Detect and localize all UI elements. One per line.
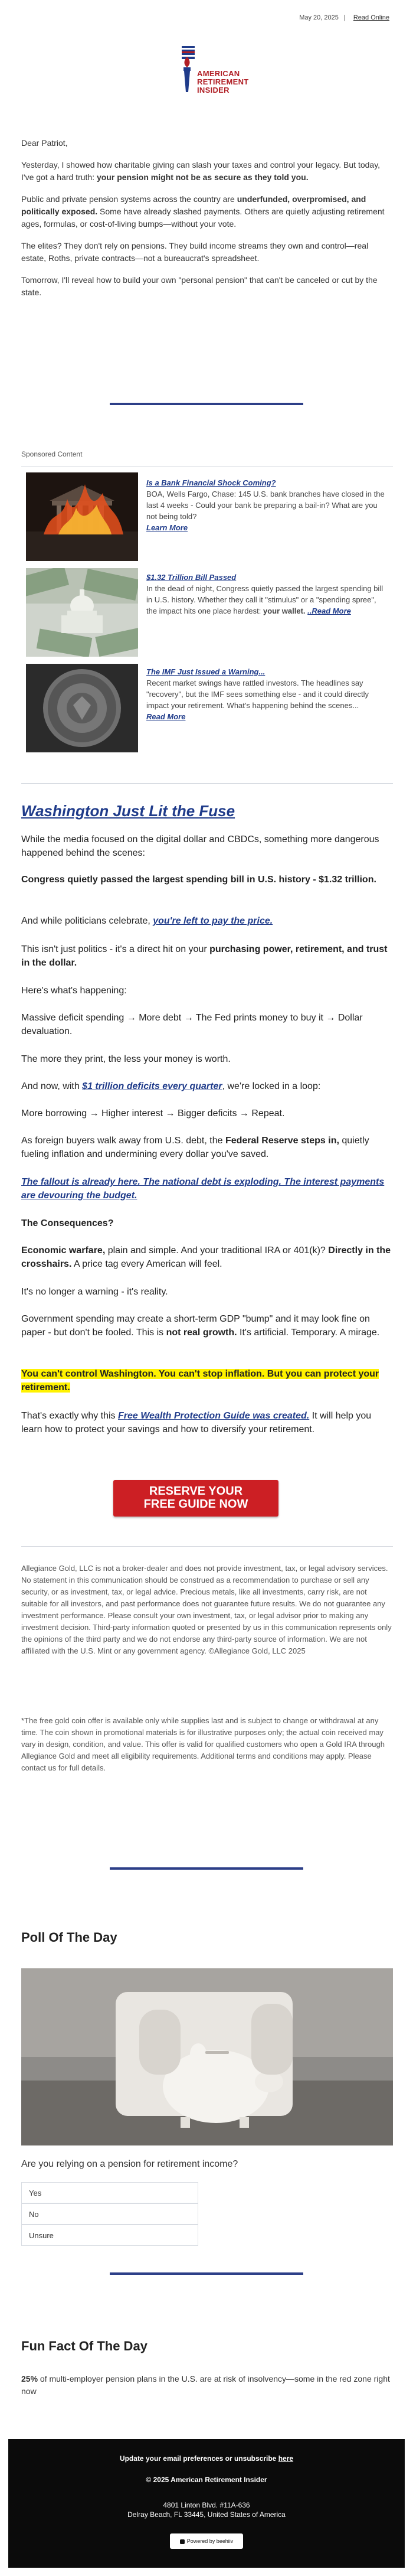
article-p17: That's exactly why this Free Wealth Protection Guide was created. It will help you learn how to protect your savings and how to diversify your retirement.: [21, 1411, 372, 1434]
poll-question: Are you relying on a pension for retirement income?: [21, 2159, 238, 2169]
reserve-guide-button[interactable]: RESERVE YOUR FREE GUIDE NOW: [113, 1480, 278, 1517]
article-p11: [21, 1175, 393, 1202]
read-more-link[interactable]: ..Read More: [307, 606, 351, 615]
article-p9: More borrowing → Higher interest → Bigger deficits → Repeat.: [21, 1108, 285, 1119]
article-p15: Government spending may create a short-term GDP "bump" and it may look fine on paper - but don't be fooled. This is not real growth. It's artificial. Temporary. A mirage.: [21, 1314, 380, 1338]
disclaimer-divider: [21, 1546, 393, 1547]
article-p7: The more they print, the less your money is worth.: [21, 1054, 231, 1064]
wealth-guide-link[interactable]: Free Wealth Protection Guide was created.: [118, 1411, 310, 1421]
article-p10: As foreign buyers walk away from U.S. debt, the Federal Reserve steps in, quietly fueling inflation and undermining every dollar you've saved.: [21, 1136, 369, 1159]
article-p5: Here's what's happening:: [21, 986, 127, 996]
top-bar: May 20, 2025 | Read Online: [299, 14, 389, 21]
poll-option-unsure[interactable]: Unsure: [21, 2225, 198, 2246]
intro-paragraph-4: Tomorrow, I'll reveal how to build your own "personal pension" that can't be canceled or cut by the state.: [21, 275, 378, 297]
poll-option-no[interactable]: No: [21, 2203, 198, 2225]
poll-title: Poll Of The Day: [21, 1930, 117, 1945]
intro-paragraph-1: Yesterday, I showed how charitable giving can slash your taxes and control your legacy. But today, I've got a hard truth: your pension might not be as secure as they told you.: [21, 160, 381, 182]
article-p6: Massive deficit spending → More debt → The Fed prints money to buy it → Dollar devaluation.: [21, 1013, 363, 1036]
poll-divider: [110, 1867, 303, 1870]
torch-icon: [181, 57, 194, 93]
poll-option-yes[interactable]: Yes: [21, 2182, 198, 2203]
learn-more-link[interactable]: Learn More: [146, 523, 188, 532]
brand-logo[interactable]: [165, 41, 260, 106]
copyright: © 2025 American Retirement Insider: [146, 2476, 267, 2484]
article-p1: While the media focused on the digital dollar and CBDCs, something more dangerous happened behind the scenes:: [21, 834, 379, 858]
email-date: May 20, 2025: [299, 14, 339, 21]
pay-price-link[interactable]: you're left to pay the price.: [153, 916, 273, 926]
imf-seal-image[interactable]: [26, 664, 138, 752]
article-p13: Economic warfare, plain and simple. And your traditional IRA or 401(k)? Directly in the crosshairs. A price tag every American will feel.: [21, 1245, 391, 1269]
disclaimer-text: Allegiance Gold, LLC is not a broker-dealer and does not provide investment, tax, or legal advisory services. No statement in this communication should be construed as a recommendation to purchase or sell any security, or as investment, tax, or legal advice. Precious metals, like all investments, carry risk, are not suitable for all investors, and past performance does not guarantee future results. We do not guarantee any investment performance. Please consult your own investment, tax, or legal advisor prior to making any investment decision. Third-party information quoted or presented by us in this communication represents only the opinions of the third party and we do not endorse any third-party source of information. We are not affiliated with the U.S. Mint or any government agency. ©Allegiance Gold, LLC 2025: [21, 1564, 392, 1655]
logo-line-1: AMERICAN: [197, 69, 240, 78]
sponsored-label: Sponsored Content: [21, 450, 83, 458]
read-more-link[interactable]: Read More: [146, 712, 186, 721]
beehiiv-icon: [180, 2539, 185, 2544]
fallout-link[interactable]: The fallout is already here. The national debt is exploding. The interest payments are devouring the budget.: [21, 1177, 385, 1201]
fun-fact-text: 25% of multi-employer pension plans in the U.S. are at risk of insolvency—some in the red zone right now: [21, 2374, 390, 2396]
article-p3: And while politicians celebrate, you're left to pay the price.: [21, 916, 273, 926]
read-online-link[interactable]: Read Online: [353, 14, 389, 21]
fun-fact-title: Fun Fact Of The Day: [21, 2339, 148, 2353]
ad-title-link[interactable]: $1.32 Trillion Bill Passed: [146, 573, 237, 582]
capitol-money-image[interactable]: [26, 568, 138, 657]
article-p8: And now, with $1 trillion deficits every quarter, we're locked in a loop:: [21, 1081, 321, 1091]
article-p14: It's no longer a warning - it's reality.: [21, 1287, 168, 1297]
article-p16-highlight: You can't control Washington. You can't stop inflation. But you can protect your retirement.: [21, 1369, 379, 1393]
mailing-address: 4801 Linton Blvd. #11A-636 Delray Beach, FL 33445, United States of America: [127, 2501, 286, 2519]
article-p4: This isn't just politics - it's a direct hit on your purchasing power, retirement, and trust in the dollar.: [21, 944, 388, 968]
article-title[interactable]: Washington Just Lit the Fuse: [21, 802, 235, 820]
preferences-line: Update your email preferences or unsubscribe here: [119, 2454, 294, 2463]
ad-bank-shock: Is a Bank Financial Shock Coming? BOA, Wells Fargo, Chase: 145 U.S. bank branches have closed in the last 4 weeks - Could your bank be preparing a bail-in? What are you not being told? Learn More: [146, 477, 388, 533]
ad-trillion-bill: $1.32 Trillion Bill Passed In the dead of night, Congress quietly passed the largest spending bill in U.S. history. Whether they call it "stimulus" or a "spending spree", the impact hits one place hardest: your wallet. ..Read More: [146, 572, 388, 617]
section-divider: [110, 403, 303, 405]
ad-title-link[interactable]: Is a Bank Financial Shock Coming?: [146, 478, 276, 487]
article-p2: Congress quietly passed the largest spending bill in U.S. history - $1.32 trillion.: [21, 875, 376, 885]
greeting: Dear Patriot,: [21, 138, 68, 148]
email-footer: [8, 2439, 405, 2568]
article-p12: The Consequences?: [21, 1218, 114, 1228]
logo-line-2: RETIREMENT INSIDER: [197, 77, 249, 94]
ad-imf-warning: The IMF Just Issued a Warning... Recent market swings have rattled investors. The headlines say "recovery", but the IMF sees something else - and it could directly impact your retirement. What's happening behind the scenes... Read More: [146, 666, 388, 722]
powered-by-badge[interactable]: Powered by beehiiv: [170, 2533, 243, 2549]
deficits-link[interactable]: $1 trillion deficits every quarter: [82, 1081, 222, 1091]
ad-title-link[interactable]: The IMF Just Issued a Warning...: [146, 667, 266, 676]
intro-section: [21, 137, 393, 308]
fun-fact-divider: [110, 2272, 303, 2275]
burning-bank-image[interactable]: [26, 472, 138, 561]
intro-paragraph-3: The elites? They don't rely on pensions. They build income streams they own and control—real estate, Roths, private contracts—not a bureaucrat's spreadsheet.: [21, 241, 369, 263]
intro-paragraph-2: Public and private pension systems across the country are underfunded, overpromised, and politically exposed. Some have already slashed payments. Others are quietly adjusting retirement ages, formulas, or cost-of-living bumps—without your vote.: [21, 194, 385, 229]
offer-terms-text: *The free gold coin offer is available only while supplies last and is subject to change or withdrawal at any time. The coin shown in promotional materials is for illustrative purposes only; the actual coin received may vary in design, condition, and value. This offer is valid for qualified customers who open a Gold IRA through Allegiance Gold and meet all eligibility requirements. Additional terms and conditions may apply. Please contact us for full details.: [21, 1716, 385, 1772]
article-divider: [21, 783, 393, 784]
piggy-bank-image: [21, 1968, 393, 2145]
unsubscribe-link[interactable]: here: [278, 2454, 294, 2463]
